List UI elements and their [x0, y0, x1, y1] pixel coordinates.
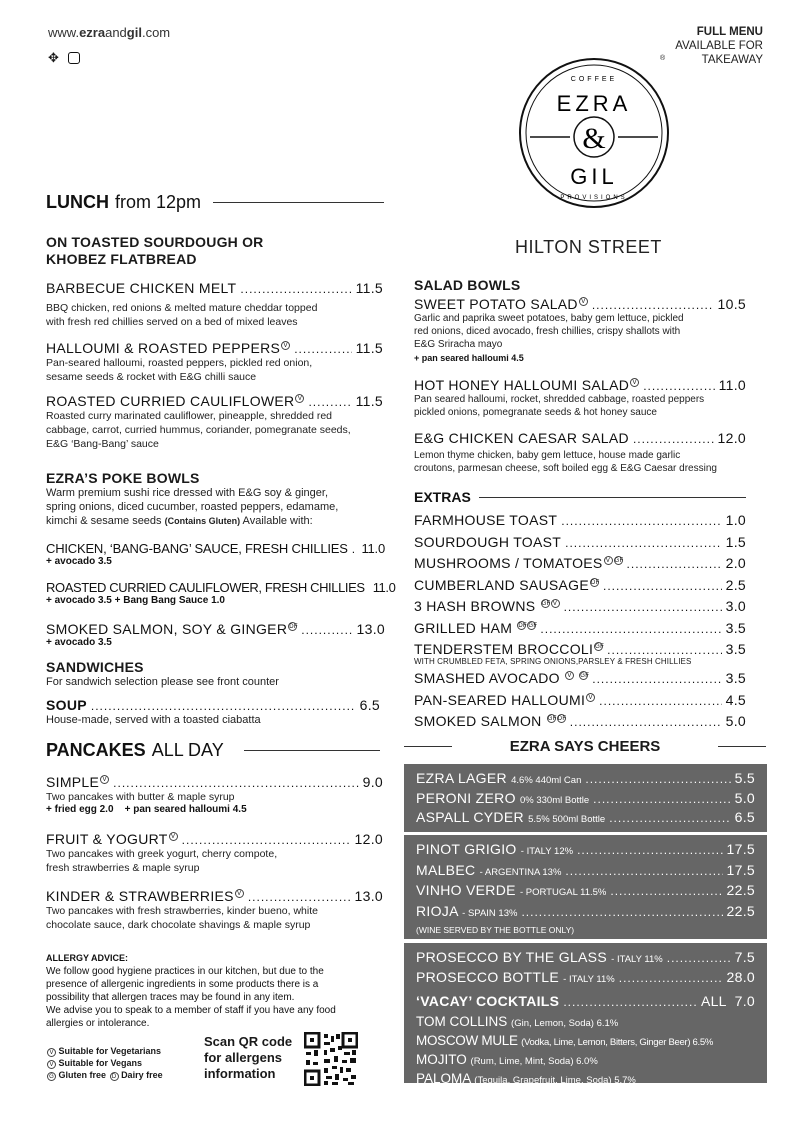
gluten-free-icon: GF — [528, 622, 538, 629]
extra-item: FARMHOUSE TOAST ..... 1.0 — [414, 512, 746, 534]
extra-item: SOURDOUGH TOAST ..... 1.5 — [414, 534, 746, 556]
gluten-free-icon: GF — [614, 558, 624, 565]
salad-item: HOT HONEY HALLOUMI SALAD V ..... 11.0 Pan seared halloumi, rocket, shredded cabbage, roasted peppers pickled onions, pomegranate seeds & hot honey sauce — [414, 377, 746, 419]
dairy-free-icon: DF — [591, 579, 600, 586]
cocktails-header: ‘VACAY’ COCKTAILS ..... ALL 7.0 — [416, 989, 755, 1013]
soup-item: SOUP ..... 6.5 House-made, served with a toasted ciabatta — [46, 697, 380, 727]
extra-item: MUSHROOMS / TOMATOES V GF ..... 2.0 — [414, 555, 746, 577]
vegan-icon: V — [551, 599, 560, 608]
gluten-free-icon: GF — [595, 644, 605, 651]
extra-item: GRILLED HAM DFGF ..... 3.5 — [414, 620, 746, 642]
qr-caption: Scan QR code for allergens information — [204, 1034, 293, 1081]
wine-box — [404, 835, 767, 939]
salad-item: E&G CHICKEN CAESAR SALAD ..... 12.0 Lemon thyme chicken, baby gem lettuce, house made garlic croutons, parmesan cheese, soft boiled egg & E&G Caesar dressing — [414, 430, 746, 475]
pancakes-heading: PANCAKES ALL DAY — [46, 740, 380, 761]
logo-amp: & — [582, 122, 606, 155]
vegetarian-icon: V — [630, 378, 639, 387]
lunch-heading: LUNCH from 12pm — [46, 192, 384, 213]
salad-item: SWEET POTATO SALAD V ..... 10.5 Garlic and paprika sweet potatoes, baby gem lettuce, pickled red onions, diced avocado, fresh chillies, crispy shallots with E&G Sriracha mayo + pan seared halloumi 4.5 — [414, 296, 746, 363]
poke-section: EZRA’S POKE BOWLS Warm premium sushi rice dressed with E&G soy & ginger, spring onions, diced cucumber, roasted peppers, edamame, kimchi & sesame seeds (Contains Gluten) Available with: — [46, 470, 339, 527]
location-title: HILTON STREET — [515, 237, 662, 257]
sandwiches-section: SANDWICHES For sandwich selection please see front counter — [46, 659, 279, 688]
gluten-free-icon: GF — [547, 716, 557, 723]
drink-item: EZRA LAGER 4.6% 440ml Can ..... 5.5 — [416, 770, 755, 790]
pancake-item: FRUIT & YOGURT V ..... 12.0 Two pancakes with greek yogurt, cherry compote, fresh strawberries & maple syrup — [46, 831, 383, 875]
vegan-icon: V — [295, 394, 304, 403]
gluten-free-icon: G — [47, 1072, 56, 1081]
logo-coffee: COFFEE — [570, 76, 618, 83]
lunch-item: HALLOUMI & ROASTED PEPPERS V ..... 11.5 Pan-seared halloumi, roasted peppers, pickled red onion, sesame seeds & rocket with E&G chilli sauce — [46, 340, 383, 384]
extra-note: WITH CRUMBLED FETA, SPRING ONIONS,PARSLEY & FRESH CHILLIES — [414, 657, 692, 666]
vegetarian-icon: V — [47, 1048, 56, 1057]
poke-item: CHICKEN, ‘BANG-BANG’ SAUCE, FRESH CHILLIES ..... 11.0 + avocado 3.5 — [46, 541, 385, 567]
gluten-free-icon: GF — [580, 673, 590, 680]
dietary-legend: V Suitable for Vegetarians V Suitable for Vegans G Gluten free D Dairy free — [46, 1045, 163, 1081]
drink-item: MALBEC - ARGENTINA 13% ..... 17.5 — [416, 862, 755, 883]
website-url[interactable]: www.ezraandgil.com — [48, 25, 171, 40]
wine-note: (WINE SERVED BY THE BOTTLE ONLY) — [416, 925, 575, 935]
dairy-free-icon: DF — [557, 716, 567, 723]
extras-heading: EXTRAS — [414, 489, 746, 505]
lunch-item: BARBECUE CHICKEN MELT ..... 11.5 BBQ chicken, red onions & melted mature cheddar topped with fresh red chillies served on a bed of mixed leaves — [46, 280, 383, 329]
logo-provisions: PROVISIONS — [560, 195, 628, 201]
poke-item: SMOKED SALMON, SOY & GINGER DF ..... 13.0 + avocado 3.5 — [46, 621, 385, 648]
vegetarian-icon: V — [586, 693, 595, 702]
cocktail-list — [416, 1013, 755, 1089]
vegan-icon: V — [47, 1060, 56, 1069]
extra-item: TENDERSTEM BROCCOLI GF ..... 3.5 — [414, 641, 746, 657]
logo-gil: GIL — [570, 164, 618, 189]
drink-item: ASPALL CYDER 5.5% 500ml Bottle ..... 6.5 — [416, 809, 755, 829]
dairy-free-icon: DF — [289, 624, 298, 631]
beer-box — [404, 764, 767, 832]
full-menu-note: FULL MENU AVAILABLE FOR TAKEAWAY — [675, 26, 763, 66]
extra-item: SMOKED SALMON GFDF ..... 5.0 — [414, 713, 746, 735]
drink-item: PROSECCO BY THE GLASS - ITALY 11% ..... 7.5 — [416, 949, 755, 969]
drink-item: PINOT GRIGIO - ITALY 12% ..... 17.5 — [416, 841, 755, 862]
social-icons — [48, 52, 80, 64]
drinks-heading: EZRA SAYS CHEERS — [404, 738, 766, 755]
extra-item: 3 HASH BROWNS GF V ..... 3.0 — [414, 598, 746, 620]
vegetarian-icon: V — [100, 775, 109, 784]
drink-item: RIOJA - SPAIN 13% ..... 22.5 — [416, 903, 755, 924]
vegetarian-icon: V — [281, 341, 290, 350]
pancake-item: SIMPLE V ..... 9.0 Two pancakes with butter & maple syrup + fried egg 2.0 + pan seared halloumi 4.5 — [46, 774, 383, 815]
vegan-icon: V — [579, 297, 588, 306]
vegetarian-icon: V — [169, 832, 178, 841]
vegetarian-icon: V — [235, 889, 244, 898]
drink-item: PROSECCO BOTTLE - ITALY 11% ..... 28.0 — [416, 969, 755, 989]
lunch-item: ROASTED CURRIED CAULIFLOWER V ..... 11.5 Roasted curry marinated cauliflower, pineapple, shredded red cabbage, carrot, curried hummus, coriander, pomegranate seeds, E&G ‘Bang-Bang’ sauce — [46, 393, 383, 451]
salad-heading: SALAD BOWLS — [414, 277, 521, 293]
extra-item: CUMBERLAND SAUSAGE DF ..... 2.5 — [414, 577, 746, 599]
lunch-subheading: ON TOASTED SOURDOUGH OR KHOBEZ FLATBREAD — [46, 234, 264, 267]
gluten-free-icon: GF — [541, 601, 551, 608]
cocktail-item: MOJITO (Rum, Lime, Mint, Soda) 6.0% — [416, 1052, 598, 1067]
prosecco-cocktails-box — [404, 943, 767, 1086]
extras-list — [414, 512, 746, 735]
dairy-free-icon: D — [110, 1072, 119, 1081]
qr-code[interactable] — [304, 1032, 358, 1086]
drink-item: PERONI ZERO 0% 330ml Bottle ..... 5.0 — [416, 790, 755, 810]
cocktail-item: PALOMA (Tequila, Grapefruit, Lime, Soda) 5.7% — [416, 1071, 636, 1086]
drink-item: VINHO VERDE - PORTUGAL 11.5% ..... 22.5 — [416, 882, 755, 903]
instagram-icon[interactable] — [68, 52, 80, 64]
dairy-free-icon: DF — [518, 622, 528, 629]
vegan-icon: V — [604, 556, 613, 565]
pancake-item: KINDER & STRAWBERRIES V ..... 13.0 Two pancakes with fresh strawberries, kinder bueno, white chocolate sauce, dark chocolate shavings & maple syrup — [46, 888, 383, 932]
registered-mark: ® — [660, 55, 666, 62]
ezra-gil-logo — [518, 57, 670, 209]
poke-item: ROASTED CURRIED CAULIFLOWER, FRESH CHILLIES 11.0 + avocado 3.5 + Bang Bang Sauce 1.0 — [46, 580, 396, 606]
vegan-icon: V — [565, 671, 574, 680]
extra-item: PAN-SEARED HALLOUMI V ..... 4.5 — [414, 692, 746, 714]
cocktail-item: TOM COLLINS (Gin, Lemon, Soda) 6.1% — [416, 1014, 619, 1029]
logo-ezra: EZRA — [556, 91, 632, 116]
deliveroo-icon[interactable]: ✥ — [48, 50, 59, 65]
cocktail-item: MOSCOW MULE (Vodka, Lime, Lemon, Bitters, Ginger Beer) 6.5% — [416, 1033, 713, 1048]
allergy-advice: ALLERGY ADVICE: We follow good hygiene practices in our kitchen, but due to the presence of allergenic ingredients in some products there is a possibility that allergen traces may be found in any item. We advise you to speak to a member of staff if you have any food allergies or intolerance. — [46, 953, 336, 1029]
extra-item: SMASHED AVOCADO V GF ..... 3.5 — [414, 670, 746, 692]
